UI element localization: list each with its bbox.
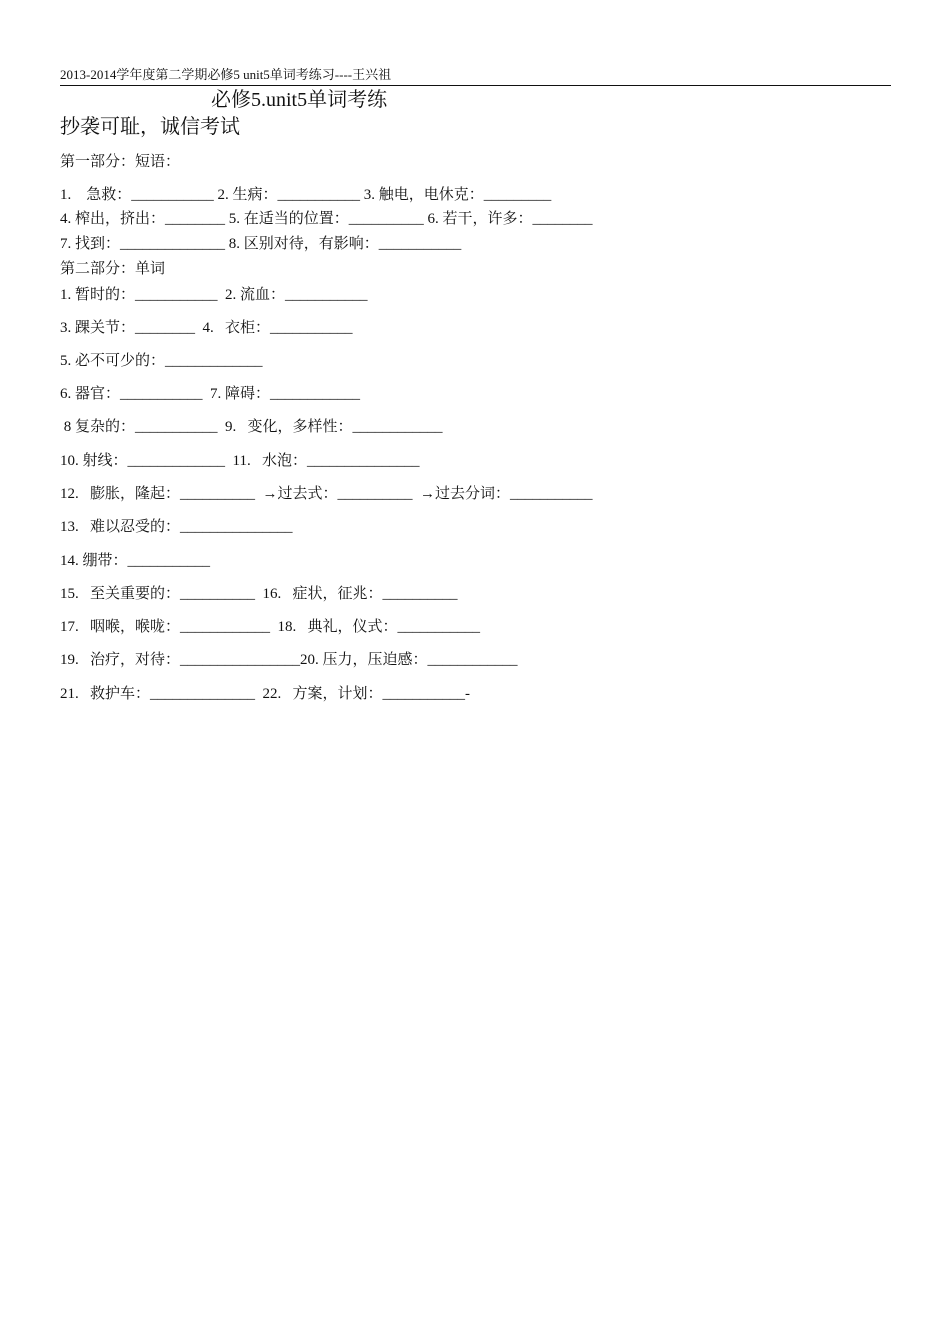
part2-line-5: 8 复杂的：___________ 9. 变化，多样性：____________ (60, 419, 443, 435)
part2-line-1: 1. 暂时的：___________ 2. 流血：___________ (60, 287, 368, 303)
part2-line-2: 3. 踝关节：________ 4. 衣柜：___________ (60, 320, 353, 336)
part2-line-13: 21. 救护车：______________ 22. 方案，计划：___________- (60, 686, 470, 702)
part2-line-12: 19. 治疗，对待：________________20. 压力，压迫感：____________ (60, 652, 518, 668)
header-divider (60, 85, 891, 86)
part2-heading: 第二部分：单词 (60, 261, 166, 277)
part2-line-4: 6. 器官：___________ 7. 障碍：____________ (60, 386, 361, 402)
part1-heading: 第一部分：短语： (60, 154, 181, 170)
page-header: 2013-2014学年度第二学期必修5 unit5单词考练习----王兴祖 (60, 67, 392, 82)
part2-line-11: 17. 咽喉，喉咙：____________ 18. 典礼，仪式：___________ (60, 619, 481, 635)
part2-line-8: 13. 难以忍受的：_______________ (60, 519, 293, 535)
part1-line-3: 7. 找到：______________ 8. 区别对待，有影响：___________ (60, 236, 462, 252)
worksheet-title: 必修5.unit5单词考练 (211, 89, 388, 111)
part1-line-1: 1. 急救：___________ 2. 生病：___________ 3. 触电，电休克：_________ (60, 187, 552, 203)
part2-line-7: 12. 膨胀，隆起：__________ →过去式：__________ →过去分词：___________ (60, 486, 593, 502)
part2-line-10: 15. 至关重要的：__________ 16. 症状，征兆：__________ (60, 586, 458, 602)
part1-line-2: 4. 榨出，挤出：________ 5. 在适当的位置：__________ 6. 若干，许多：________ (60, 211, 593, 227)
honesty-slogan: 抄袭可耻，诚信考试 (60, 116, 240, 138)
part2-line-9: 14. 绷带：___________ (60, 553, 211, 569)
part2-line-3: 5. 必不可少的：_____________ (60, 353, 263, 369)
part2-line-6: 10. 射线：_____________ 11. 水泡：_______________ (60, 453, 420, 469)
